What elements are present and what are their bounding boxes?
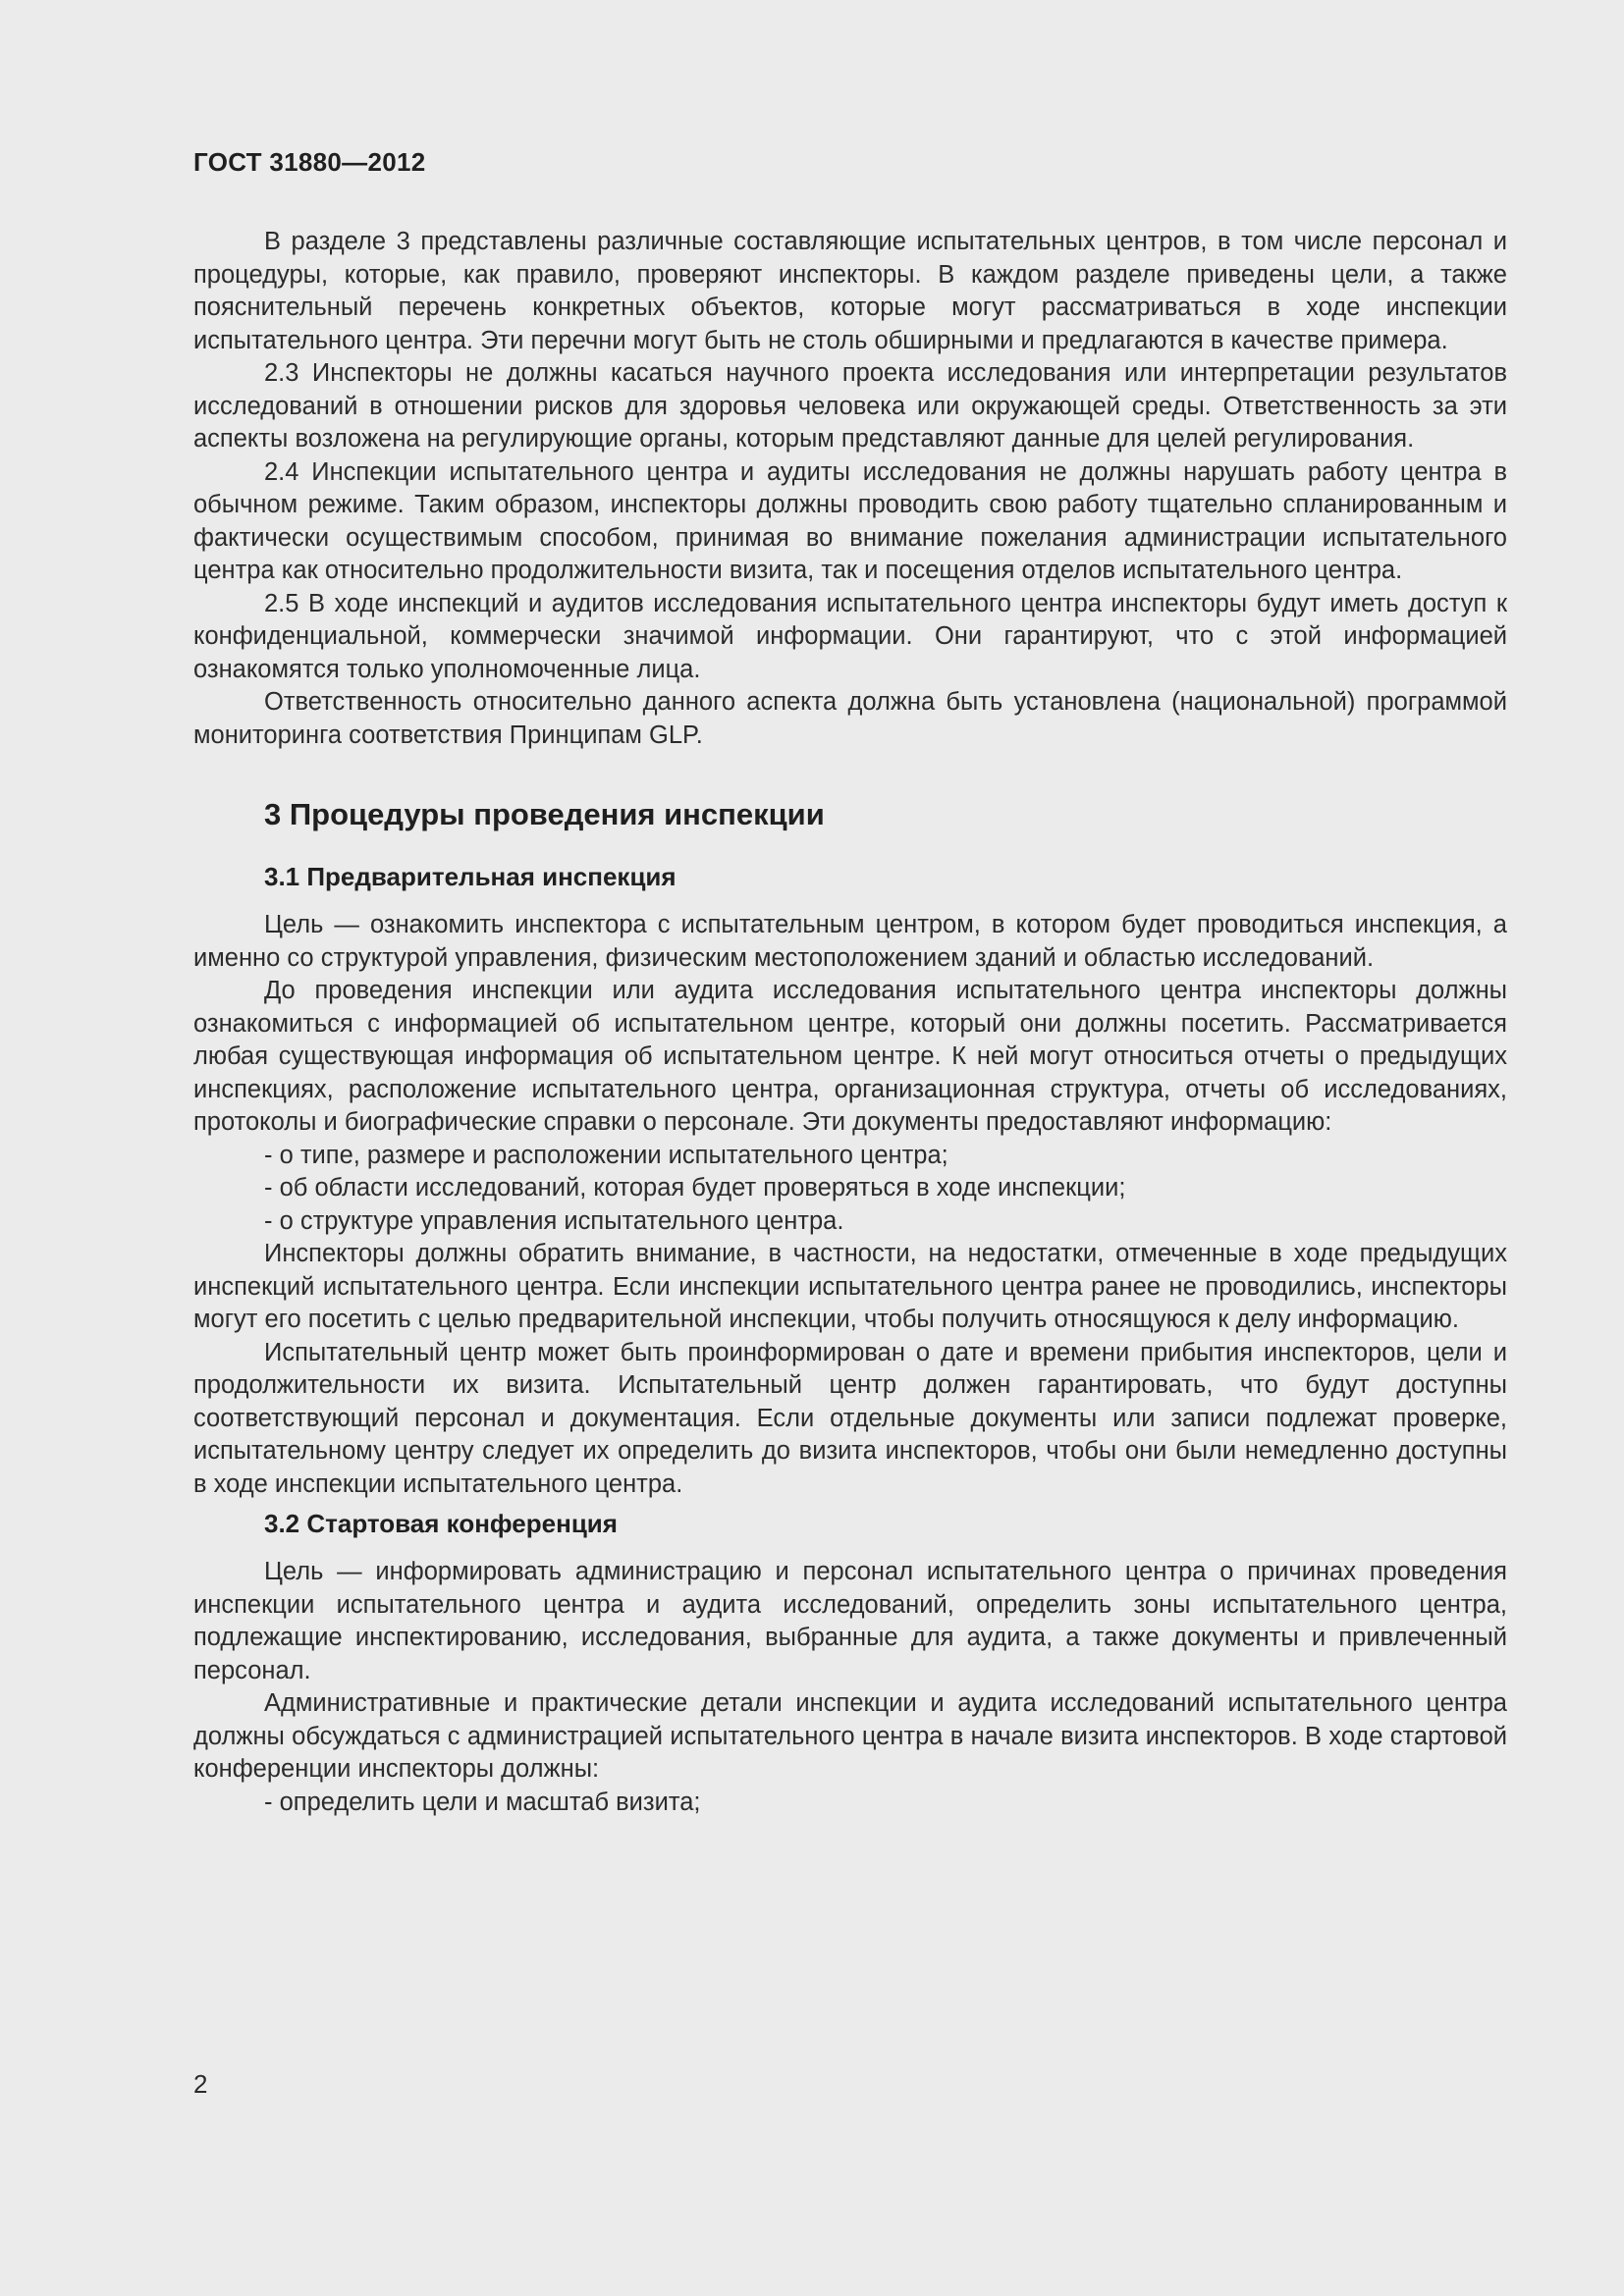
list-item: - определить цели и масштаб визита; [264, 1788, 701, 1816]
list-item: - об области исследований, которая будет проверяться в ходе инспекции; [264, 1174, 1126, 1201]
paragraph: Цель — ознакомить инспектора с испытательным центром, в котором будет проводиться инспекция, а именно со структурой управления, физическим местоположением зданий и областью исследований. [193, 911, 1507, 972]
document-header: ГОСТ 31880—2012 [193, 147, 426, 177]
list-item: - о типе, размере и расположении испытательного центра; [264, 1141, 948, 1169]
spacer [193, 1540, 1507, 1556]
section-heading: 3 Процедуры проведения инспекции [264, 797, 825, 831]
paragraph: 2.3 Инспекторы не должны касаться научного проекта исследования или интерпретации результатов исследований в отношении рисков для здоровья человека или окружающей среды. Ответственность за эти аспекты возложена на регулирующие органы, которым представляют данные для целей регулирования. [193, 359, 1507, 453]
paragraph: Цель — информировать администрацию и персонал испытательного центра о причинах проведения инспекции испытательного центра и аудита исследований, определить зоны испытательного центра, подлежащие инспектированию, исследования, выбранные для аудита, а также документы и привлеченный персонал. [193, 1558, 1507, 1684]
paragraph: 2.5 В ходе инспекций и аудитов исследования испытательного центра инспекторы будут иметь доступ к конфиденциальной, коммерчески значимой информации. Они гарантируют, что с этой информацией ознакомятся только уполномоченные лица. [193, 589, 1507, 683]
list-item: - о структуре управления испытательного центра. [264, 1206, 844, 1235]
paragraph: 2.4 Инспекции испытательного центра и аудиты исследования не должны нарушать работу центра в обычном режиме. Таким образом, инспекторы должны проводить свою работу тщательно спланированным и фактически осуществимым способом, принимая во внимание пожелания администрации испытательного центра как относительно продолжительности визита, так и посещения отделов испытательного центра. [193, 457, 1507, 584]
subsection-heading: 3.2 Стартовая конференция [264, 1509, 618, 1538]
paragraph: До проведения инспекции или аудита исследования испытательного центра инспекторы должны ознакомиться с информацией об испытательном центре, который они должны посетить. Рассматривается любая существующая информация об испытательном центре. К ней могут относиться отчеты о предыдущих инспекциях, расположение испытательного центра, организационная структура, отчеты об исследованиях, протоколы и биографические справки о персонале. Эти документы предоставляют информацию: [193, 977, 1507, 1136]
paragraph: В разделе 3 представлены различные составляющие испытательных центров, в том числе персонал и процедуры, которые, как правило, проверяют инспекторы. В каждом разделе приведены цели, а также пояснительный перечень конкретных объектов, которые могут рассматриваться в ходе инспекции испытательного центра. Эти перечни могут быть не столь обширными и предлагаются в качестве примера. [193, 228, 1507, 354]
subsection-heading: 3.1 Предварительная инспекция [264, 862, 677, 891]
document-body [193, 226, 1507, 1819]
paragraph: Ответственность относительно данного аспекта должна быть установлена (национальной) программой мониторинга соответствия Принципам GLP. [193, 688, 1507, 749]
spacer [193, 834, 1507, 860]
paragraph: Административные и практические детали инспекции и аудита исследований испытательного центра должны обсуждаться с администрацией испытательного центра в начале визита инспекторов. В ходе стартовой конференции инспекторы должны: [193, 1689, 1507, 1783]
paragraph: Инспекторы должны обратить внимание, в частности, на недостатки, отмеченные в ходе предыдущих инспекций испытательного центра. Если инспекции испытательного центра ранее не проводились, инспекторы могут его посетить с целью предварительной инспекции, чтобы получить относящуюся к делу информацию. [193, 1240, 1507, 1333]
paragraph: Испытательный центр может быть проинформирован о дате и времени прибытия инспекторов, цели и продолжительности их визита. Испытательный центр должен гарантировать, что будут доступны соответствующий персонал и документация. Если отдельные документы или записи подлежат проверке, испытательному центру следует их определить до визита инспекторов, чтобы они были немедленно доступны в ходе инспекции испытательного центра. [193, 1338, 1507, 1498]
page-number: 2 [193, 2069, 208, 2099]
spacer [193, 893, 1507, 909]
